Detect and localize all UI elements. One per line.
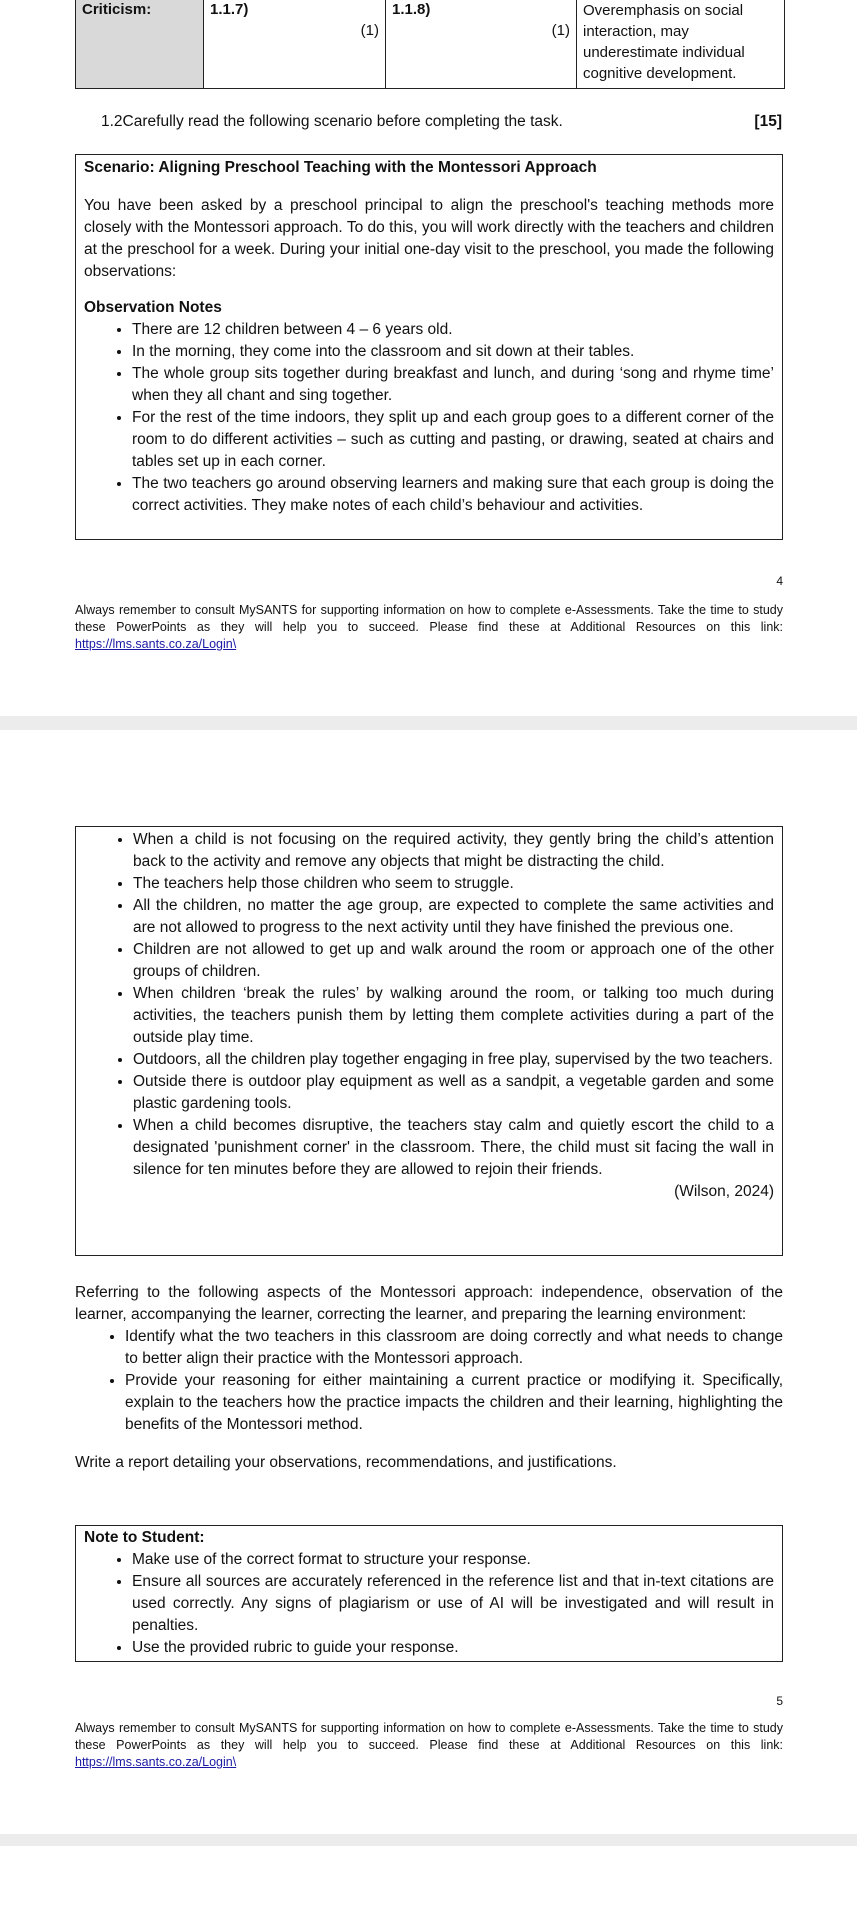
observation-continued-box: [75, 826, 783, 1256]
list-item: • Outside there is outdoor play equipment as well as a sandpit, a vegetable garden and some plastic gardening tools.: [133, 1071, 774, 1115]
page-separator: [0, 1834, 857, 1846]
list-item: • Use the provided rubric to guide your response.: [132, 1637, 774, 1659]
question-number: 1.1.8): [392, 1, 431, 18]
list-item: • The whole group sits together during breakfast and lunch, and during ‘song and rhyme time’ when they all chant and sing together.: [132, 363, 774, 407]
answer-cell-1-1-8: [386, 0, 577, 88]
scenario-heading: Scenario: Aligning Preschool Teaching with the Montessori Approach: [84, 159, 597, 176]
footer-note: [75, 1720, 783, 1771]
list-item: • Outdoors, all the children play together engaging in free play, supervised by the two teachers.: [133, 1049, 774, 1071]
question-marks: [15]: [754, 113, 782, 130]
criticism-answer-text: Overemphasis on social interaction, may underestimate individual cognitive development.: [583, 2, 745, 82]
scenario-citation: (Wilson, 2024): [674, 1183, 774, 1200]
list-item: • When children ‘break the rules’ by walking around the room, or talking too much during activities, the teachers punish them by letting them complete activities during a part of the outside play time.: [133, 983, 774, 1049]
mysants-login-link[interactable]: https://lms.sants.co.za/Login\: [75, 1755, 237, 1769]
document-page-5: [0, 730, 857, 1845]
list-item: • When a child becomes disruptive, the teachers stay calm and quietly escort the child to a designated 'punishment corner' in the classroom. There, the child must sit facing the wall in silence for ten minutes before they are allowed to rejoin their friends.: [133, 1115, 774, 1181]
page-number: 5: [776, 1694, 783, 1708]
list-item: • There are 12 children between 4 – 6 years old.: [132, 319, 774, 341]
question-instruction: 1.2Carefully read the following scenario before completing the task.: [101, 113, 563, 130]
list-item: • Identify what the two teachers in this classroom are doing correctly and what needs to change to better align their practice with the Montessori approach.: [125, 1326, 783, 1370]
list-item: • Make use of the correct format to structure your response.: [132, 1549, 774, 1571]
task-instructions: [75, 1282, 783, 1474]
note-list: [84, 1549, 774, 1659]
footer-note: [75, 602, 783, 653]
document-page-4: [0, 0, 857, 718]
mysants-login-link[interactable]: https://lms.sants.co.za/Login\: [75, 637, 237, 651]
footer-text: Always remember to consult MySANTS for supporting information on how to complete e-Assessments. Take the time to study these PowerPoints as they will help you to succeed. Please find these at Additional Resources on this link:: [75, 603, 783, 634]
footer-text: Always remember to consult MySANTS for supporting information on how to complete e-Assessments. Take the time to study these PowerPoints as they will help you to succeed. Please find these at Additional Resources on this link:: [75, 1721, 783, 1752]
question-number: 1.1.7): [210, 1, 249, 18]
page-separator: [0, 716, 857, 730]
observation-list: [84, 319, 774, 517]
question-1-2-line: [101, 113, 782, 131]
mark-allocation: (1): [551, 22, 570, 39]
instructions-list: [75, 1326, 783, 1436]
page-number: 4: [776, 574, 783, 588]
scenario-intro: You have been asked by a preschool principal to align the preschool's teaching methods more closely with the Montessori approach. To do this, you will work directly with the teachers and children at the preschool for a week. During your initial one-day visit to the preschool, you made the following observations:: [84, 197, 774, 280]
list-item: • For the rest of the time indoors, they split up and each group goes to a different corner of the room to do different activities – such as cutting and pasting, or drawing, seated at chairs and tables set up in each corner.: [132, 407, 774, 473]
criticism-table-row: [75, 0, 785, 89]
scenario-box: [75, 154, 783, 540]
note-heading: Note to Student:: [84, 1529, 205, 1546]
list-item: • All the children, no matter the age group, are expected to complete the same activities and are not allowed to progress to the next activity until they have finished the previous one.: [133, 895, 774, 939]
note-to-student-box: [75, 1525, 783, 1662]
list-item: • Children are not allowed to get up and walk around the room or approach one of the other groups of children.: [133, 939, 774, 983]
observation-notes-heading: Observation Notes: [84, 299, 222, 316]
mark-allocation: (1): [360, 22, 379, 39]
list-item: • Provide your reasoning for either maintaining a current practice or modifying it. Specifically, explain to the teachers how the practice impacts the children and their learning, highlighting the benefits of the Montessori method.: [125, 1370, 783, 1436]
list-item: • When a child is not focusing on the required activity, they gently bring the child’s attention back to the activity and remove any objects that might be distracting the child.: [133, 829, 774, 873]
list-item: • The two teachers go around observing learners and making sure that each group is doing the correct activities. They make notes of each child’s behaviour and activities.: [132, 473, 774, 517]
criticism-label: Criticism:: [76, 0, 204, 88]
answer-cell-1-1-7: [204, 0, 386, 88]
list-item: • In the morning, they come into the classroom and sit down at their tables.: [132, 341, 774, 363]
list-item: • The teachers help those children who seem to struggle.: [133, 873, 774, 895]
list-item: • Ensure all sources are accurately referenced in the reference list and that in-text citations are used correctly. Any signs of plagiarism or use of AI will be investigated and will result in penalties.: [132, 1571, 774, 1637]
task-statement: Write a report detailing your observations, recommendations, and justifications.: [75, 1454, 617, 1471]
instructions-intro: Referring to the following aspects of the Montessori approach: independence, observation of the learner, accompanying the learner, correcting the learner, and preparing the learning environment:: [75, 1284, 783, 1323]
observation-list-continued: [84, 829, 774, 1181]
